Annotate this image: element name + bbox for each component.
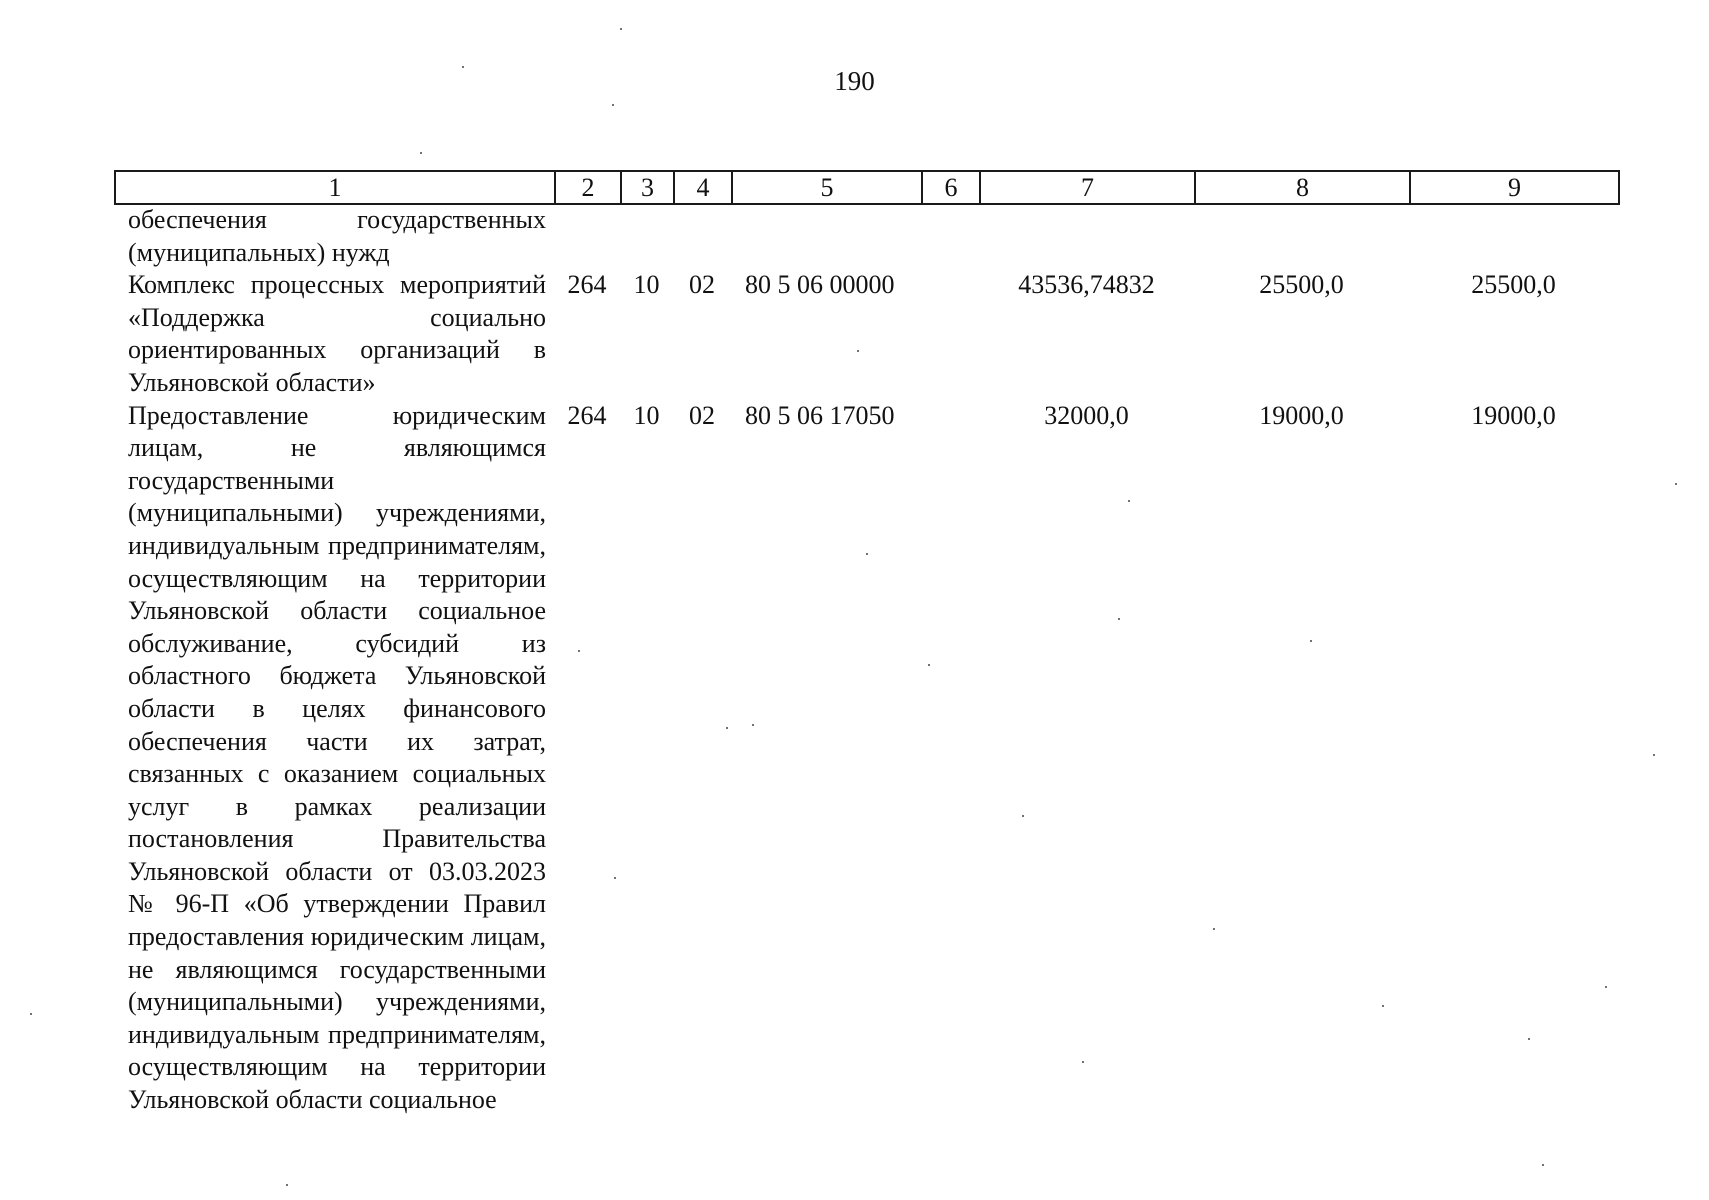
table-row (114, 269, 1618, 399)
header-col-9: 9 (1410, 171, 1619, 204)
scan-speck (1022, 815, 1024, 817)
header-col-6: 6 (922, 171, 980, 204)
cell-col-7 (979, 204, 1194, 269)
row-description: Комплекс процессных мероприятий «Поддержка социально ориентированных организаций в Ульяновской области» (128, 270, 546, 397)
cell-col-8: 19000,0 (1259, 400, 1344, 430)
cell-col-4: 02 (689, 270, 715, 300)
cell-col-9 (1409, 204, 1618, 269)
scan-speck (1675, 483, 1677, 485)
cell-col-2: 264 (567, 270, 607, 300)
cell-col-9: 19000,0 (1471, 400, 1556, 430)
scan-speck (1542, 1164, 1544, 1166)
header-col-1: 1 (115, 171, 555, 204)
table-body (114, 204, 1618, 1117)
cell-col-7: 32000,0 (1044, 400, 1129, 430)
cell-col-6 (921, 269, 979, 399)
scan-speck (612, 104, 614, 106)
header-col-4: 4 (674, 171, 732, 204)
scan-speck (462, 66, 464, 68)
scan-speck (30, 1013, 32, 1015)
cell-col-6 (921, 400, 979, 1117)
cell-col-3: 10 (633, 400, 660, 430)
row-description: обеспечения государственных (муниципальных) нужд (128, 205, 546, 267)
table-header (114, 170, 1620, 205)
scan-speck (928, 664, 930, 666)
cell-col-5: 80 5 06 00000 (745, 270, 895, 300)
page-number: 190 (834, 66, 875, 96)
scan-speck (1605, 986, 1607, 988)
header-col-5: 5 (732, 171, 922, 204)
cell-col-2: 264 (567, 400, 607, 430)
scan-speck (286, 1184, 288, 1186)
scan-speck (726, 727, 728, 729)
scan-speck (614, 877, 616, 879)
scan-speck (1310, 640, 1312, 642)
header-col-2: 2 (555, 171, 621, 204)
cell-col-5 (731, 204, 921, 269)
scan-speck (1213, 928, 1215, 930)
table-row (114, 400, 1618, 1117)
cell-col-5: 80 5 06 17050 (745, 400, 895, 430)
scan-speck (620, 28, 622, 30)
header-col-8: 8 (1195, 171, 1410, 204)
header-row (115, 171, 1619, 204)
scan-speck (1118, 618, 1120, 620)
scan-speck (857, 350, 859, 352)
scan-speck (1128, 500, 1130, 502)
cell-col-6 (921, 204, 979, 269)
scan-speck (420, 152, 422, 154)
header-col-3: 3 (621, 171, 674, 204)
row-description: Предоставление юридическим лицам, не являющимся государственными (муниципальными) учреждениями, индивидуальным предпринимателям, осуществляющим на территории Ульяновской области социальное обслуживание, субсидий из областного бюджета Ульяновской области в целях финансового обеспечения части их затрат, связанных с оказанием социальных услуг в рамках реализации постановления Правительства Ульяновской области от 03.03.2023 № 96-П «Об утверждении Правил предоставления юридическим лицам, не являющимся государственными (муниципальными) учреждениями, индивидуальным предпринимателям, осуществляющим на территории Ульяновской области социальное (128, 400, 546, 1115)
scan-speck (1382, 1005, 1384, 1007)
cell-col-8: 25500,0 (1259, 270, 1344, 300)
cell-col-4: 02 (689, 400, 715, 430)
scan-speck (578, 650, 580, 652)
scan-speck (1653, 754, 1655, 756)
header-col-7: 7 (980, 171, 1195, 204)
cell-col-7: 43536,74832 (1018, 270, 1155, 300)
scan-speck (752, 724, 754, 726)
table-row (114, 204, 1618, 269)
cell-col-9: 25500,0 (1471, 270, 1556, 300)
scan-speck (1528, 1038, 1530, 1040)
cell-col-2 (554, 204, 620, 269)
scan-speck (1082, 1061, 1084, 1063)
scan-speck (866, 553, 868, 555)
cell-col-3 (620, 204, 673, 269)
cell-col-3: 10 (633, 270, 660, 300)
cell-col-4 (673, 204, 731, 269)
cell-col-8 (1194, 204, 1409, 269)
